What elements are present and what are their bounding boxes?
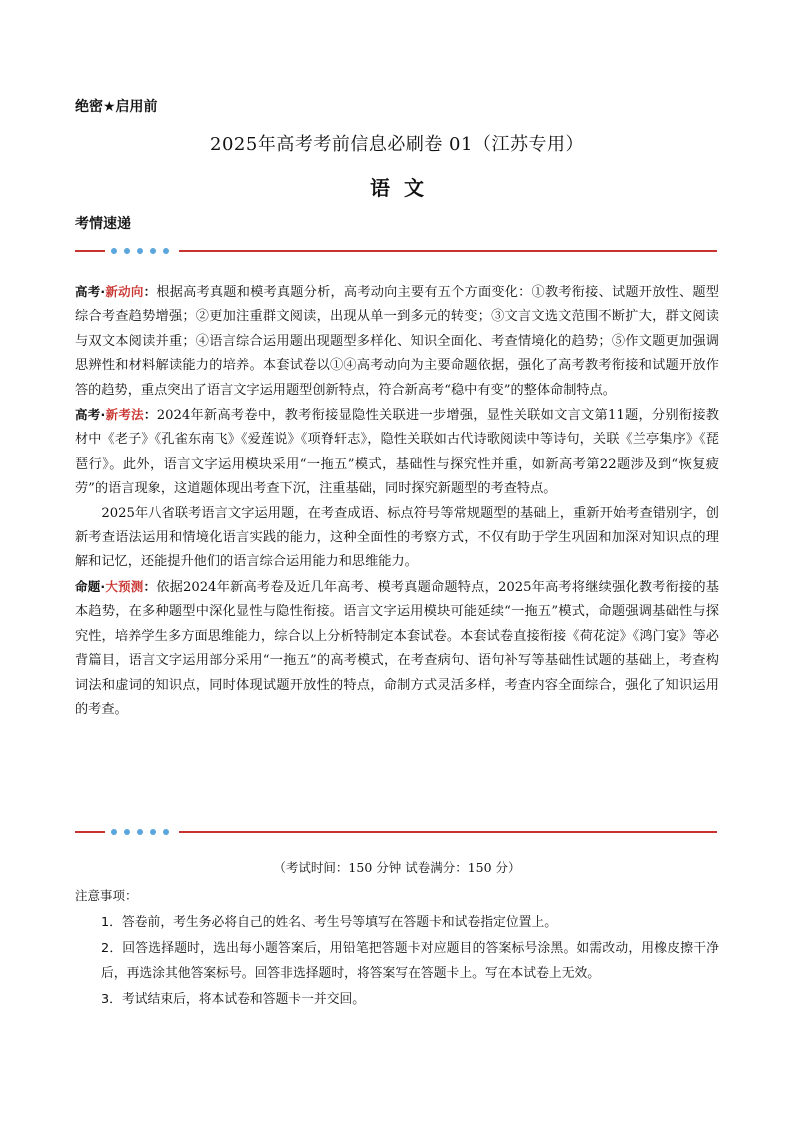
notes-title: 注意事项： [75, 888, 138, 903]
divider-dots [111, 248, 169, 254]
note-item: 1．答卷前，考生务必将自己的姓名、考生号等填写在答题卡和试卷指定位置上。 [101, 915, 558, 930]
notes-list [75, 910, 719, 1012]
paragraph-new-trend [75, 280, 719, 403]
paragraph-label: 高考·新考法： [75, 407, 157, 423]
divider-dot [111, 248, 117, 254]
divider-line-right [179, 831, 717, 833]
confidential-mark: 绝密★启用前 [75, 99, 158, 115]
divider-dot [124, 248, 130, 254]
paragraph-label: 命题·大预测： [75, 578, 157, 594]
subject-title: 语文 [370, 176, 438, 200]
divider-line-left [75, 831, 105, 833]
divider-dot [150, 829, 156, 835]
paragraph-text: 依据2024年新高考卷及近几年高考、模考真题命题特点，2025年高考将继续强化教考衔接的基本趋势，在多种题型中深化显性与隐性衔接。语言文字运用模块可能延续“一拖五”模式，命题强调基础性与探究性，培养学生多方面思维能力，综合以上分析特制定本套试卷。本套试卷直接衔接《荷花淀》《鸿门宴》等必背篇目，语言文字运用部分采用“一拖五”的高考模式，在考查病句、语句补写等基础性试题的基础上，考查构词法和虚词的知识点，同时体现试题开放性的特点，命制方式灵活多样，考查内容全面综合，强化了知识运用的考查。 [75, 579, 719, 717]
divider-dot [163, 829, 169, 835]
divider-line-right [179, 250, 717, 252]
paragraph-text: 根据高考真题和模考真题分析，高考动向主要有五个方面变化：①教考衔接、试题开放性、题型综合考查趋势增强；②更加注重群文阅读，出现从单一到多元的转变；③文言文选文范围不断扩大，群文阅读与双文本阅读并重；④语言综合运用题出现题型多样化、知识全面化、考查情境化的趋势；⑤作文题更加强调思辨性和材料解读能力的培养。本套试卷以①④高考动向为主要命题依据，强化了高考教考衔接和试题开放作答的趋势，重点突出了语言文字运用题型创新特点，符合新高考“稳中有变”的整体命制特点。 [75, 285, 719, 398]
paragraph-label: 高考·新动向： [75, 284, 157, 299]
paragraph-new-method [75, 403, 719, 502]
divider-dot [137, 248, 143, 254]
paragraph-prediction [75, 575, 719, 722]
note-item: 2．回答选择题时，选出每小题答案后，用铅笔把答题卡对应题目的答案标号涂黑。如需改动，用橡皮擦干净后，再选涂其他答案标号。回答非选择题时，将答案写在答题卡上。写在本试卷上无效。 [101, 940, 719, 981]
exam-time-score: （考试时间：150 分钟 试卷满分：150 分） [273, 860, 521, 875]
section-title: 考情速递 [75, 216, 131, 232]
bottom-divider [75, 826, 717, 838]
divider-dot [163, 248, 169, 254]
divider-dots [111, 829, 169, 835]
divider-dot [137, 829, 143, 835]
divider-line-left [75, 250, 105, 252]
paragraph-joint-exam: 2025年八省联考语言文字运用题，在考查成语、标点符号等常规题型的基础上，重新开始考查错别字，创新考查语法运用和情境化语言实践的能力，这种全面性的考察方式，不仅有助于学生巩固和加深对知识点的理解和记忆，还能提升他们的语言综合运用能力和思维能力。 [75, 505, 719, 570]
paragraph-text: 2024年新高考卷中，教考衔接显隐性关联进一步增强，显性关联如文言文第11题，分别衔接教材中《老子》《孔雀东南飞》《爱莲说》《项脊轩志》，隐性关联如古代诗歌阅读中等诗句，关联《兰亭集序》《琵琶行》。此外，语言文字运用模块采用“一拖五”模式，基础性与探究性并重，如新高考第22题涉及到“恢复疲劳”的语言现象，这道题体现出考查下沉，注重基础，同时探究新题型的考查特点。 [75, 408, 719, 497]
top-divider [75, 245, 717, 257]
page-title: 2025年高考考前信息必刷卷 01（江苏专用） [210, 134, 584, 155]
divider-dot [150, 248, 156, 254]
divider-dot [124, 829, 130, 835]
divider-dot [111, 829, 117, 835]
exam-analysis-body [75, 280, 719, 722]
note-item: 3．考试结束后，将本试卷和答题卡一并交回。 [101, 991, 366, 1007]
